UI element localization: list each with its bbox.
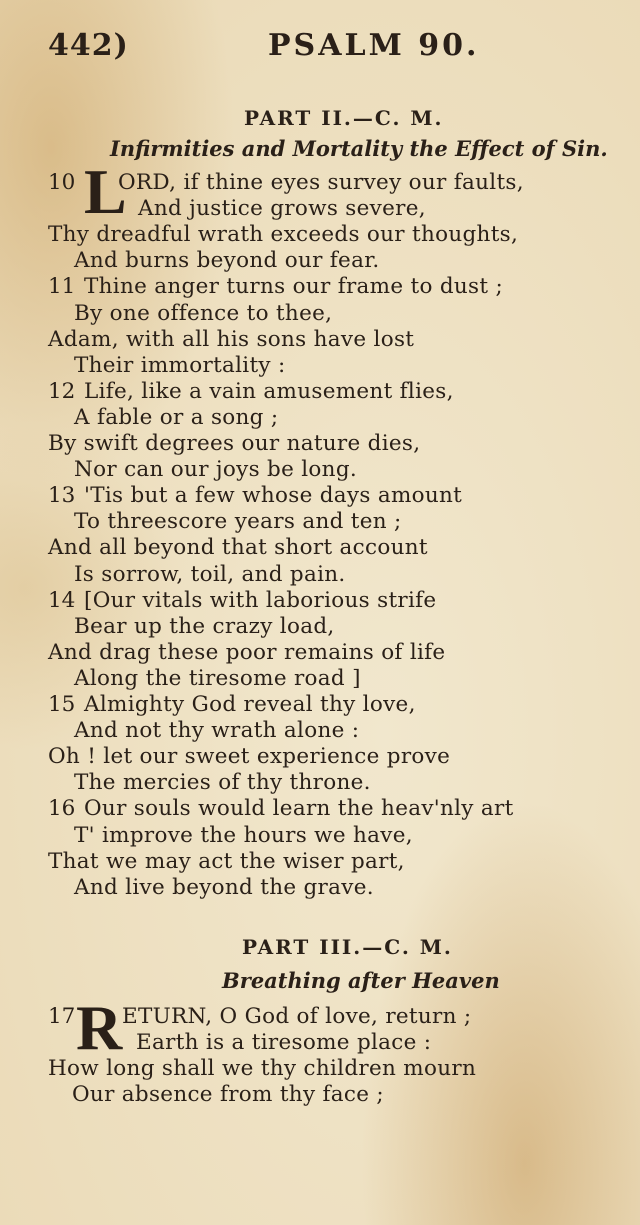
drop-cap-r: R bbox=[76, 992, 123, 1063]
verse-number: 11 bbox=[48, 274, 76, 300]
hymn-line: Thine anger turns our frame to dust ; bbox=[84, 274, 503, 300]
hymn-line: Bear up the crazy load, bbox=[74, 613, 335, 639]
part-3-subtitle: Breathing after Heaven bbox=[222, 968, 500, 993]
verse-number: 16 bbox=[48, 796, 76, 822]
verse-number: 14 bbox=[48, 587, 76, 613]
hymn-line: Our souls would learn the heav'nly art bbox=[84, 796, 514, 822]
hymn-line: ETURN, O God of love, return ; bbox=[122, 1004, 472, 1029]
verse-number: 13 bbox=[48, 483, 76, 509]
hymn-line: How long shall we thy children mourn bbox=[48, 1056, 477, 1082]
hymn-line: T' improve the hours we have, bbox=[74, 822, 413, 848]
page-number: 442) bbox=[48, 28, 129, 63]
hymn-line: By swift degrees our nature dies, bbox=[48, 431, 421, 456]
hymn-line: Oh ! let our sweet experience prove bbox=[48, 744, 451, 770]
hymn-line: To threescore years and ten ; bbox=[74, 509, 402, 535]
running-head: PSALM 90. bbox=[268, 28, 480, 63]
hymn-line: ORD, if thine eyes survey our faults, bbox=[118, 170, 524, 195]
hymn-line: 'Tis but a few whose days amount bbox=[84, 483, 463, 509]
hymn-line: Our absence from thy face ; bbox=[72, 1082, 384, 1108]
hymn-line: And burns beyond our fear. bbox=[74, 248, 380, 274]
hymn-line: And justice grows severe, bbox=[138, 196, 426, 222]
verse-number: 12 bbox=[48, 378, 76, 404]
hymn-line: Their immortality : bbox=[74, 352, 286, 378]
hymn-line: Nor can our joys be long. bbox=[74, 457, 358, 483]
hymn-line: Along the tiresome road ] bbox=[74, 665, 361, 691]
hymn-line: And live beyond the grave. bbox=[74, 874, 374, 900]
hymn-line: Earth is a tiresome place : bbox=[136, 1030, 432, 1056]
hymn-line: Almighty God reveal thy love, bbox=[84, 692, 416, 717]
drop-cap-l: L bbox=[84, 156, 127, 227]
hymn-line: By one offence to thee, bbox=[74, 300, 333, 326]
hymn-line: Adam, with all his sons have lost bbox=[48, 326, 415, 352]
verse-number: 10 bbox=[48, 170, 76, 195]
verse-number: 15 bbox=[48, 692, 76, 717]
hymn-line: A fable or a song ; bbox=[74, 404, 279, 430]
verse-number-17: 17 bbox=[48, 1004, 76, 1029]
part-2-subtitle: Infirmities and Mortality the Effect of Sin. bbox=[110, 136, 608, 161]
hymn-line: And not thy wrath alone : bbox=[74, 718, 360, 744]
hymn-line: That we may act the wiser part, bbox=[48, 848, 405, 874]
hymn-line: Is sorrow, toil, and pain. bbox=[74, 561, 346, 587]
hymn-line: And drag these poor remains of life bbox=[48, 639, 446, 665]
hymn-line: And all beyond that short account bbox=[48, 535, 428, 561]
hymn-line: Thy dreadful wrath exceeds our thoughts, bbox=[48, 222, 519, 248]
part-2-title: PART II.—C. M. bbox=[244, 106, 444, 130]
hymn-line: Life, like a vain amusement flies, bbox=[84, 378, 454, 404]
hymn-line: The mercies of thy throne. bbox=[74, 770, 371, 796]
hymn-line: [Our vitals with laborious strife bbox=[84, 587, 437, 613]
part-3-title: PART III.—C. M. bbox=[242, 935, 453, 959]
